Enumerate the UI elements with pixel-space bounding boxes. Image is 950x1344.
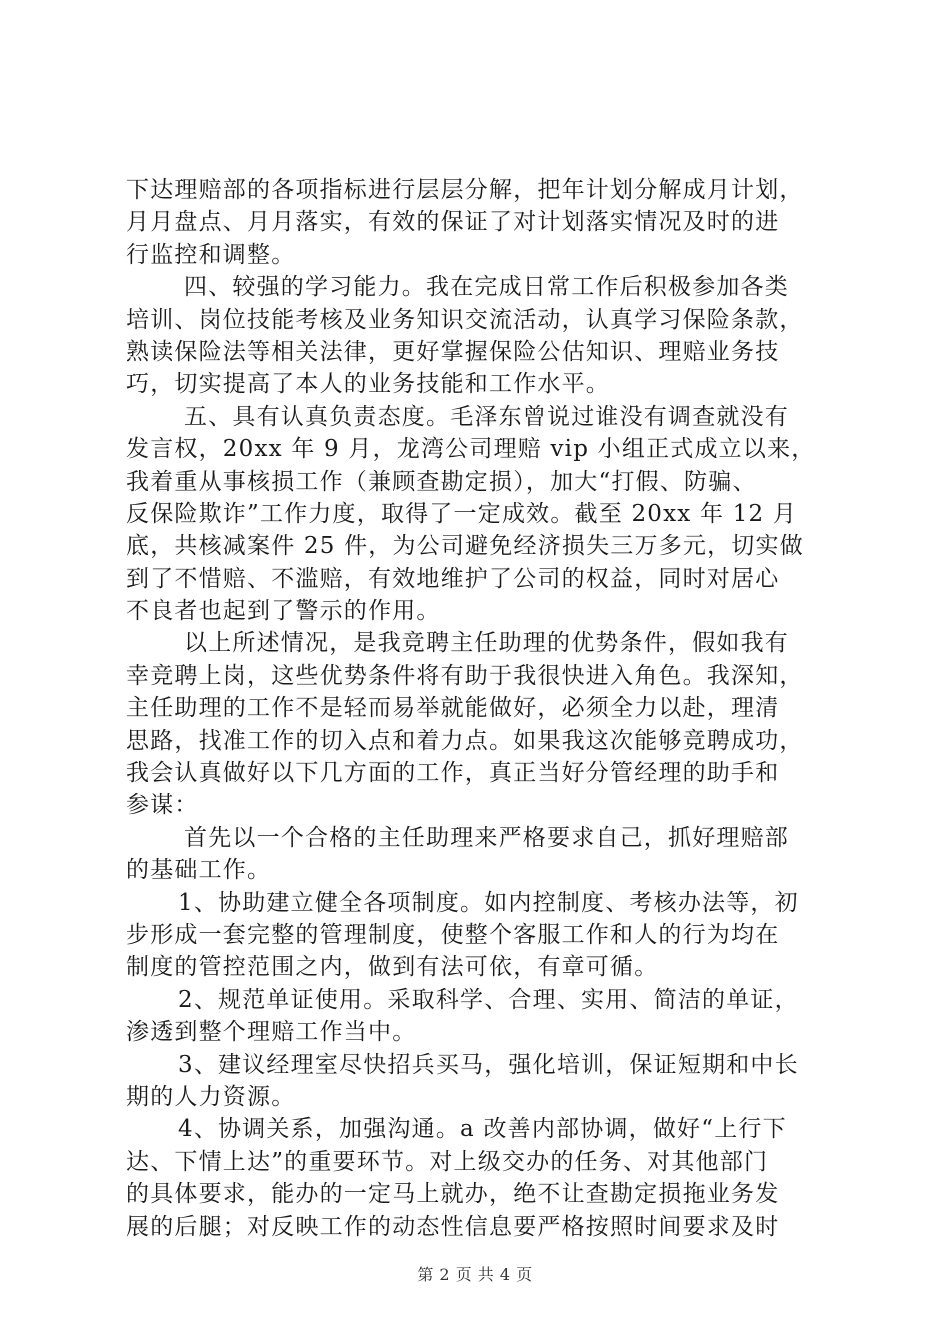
text-line: 步形成一套完整的管理制度，使整个客服工作和人的行为均在 xyxy=(126,921,780,948)
text-line: 首先以一个合格的主任助理来严格要求自己，抓好理赔部 xyxy=(184,824,789,851)
text-line: 参谋： xyxy=(126,792,199,819)
text-line: 四、较强的学习能力。我在完成日常工作后积极参加各类 xyxy=(184,274,789,301)
text-line: 下达理赔部的各项指标进行层层分解，把年计划分解成月计划， xyxy=(126,177,804,203)
text-line: 的具体要求，能办的一定马上就办，绝不让查勘定损拖业务发 xyxy=(126,1181,780,1208)
text-line: 期的人力资源。 xyxy=(126,1083,296,1110)
text-line: 我会认真做好以下几方面的工作，真正当好分管经理的助手和 xyxy=(126,760,780,787)
text-line: 月月盘点、月月落实，有效的保证了对计划落实情况及时的进 xyxy=(126,209,780,236)
text-line: 到了不惜赔、不滥赔，有效地维护了公司的权益，同时对居心 xyxy=(126,565,780,592)
text-line: 达、下情上达”的重要环节。对上级交办的任务、对其他部门 xyxy=(126,1148,769,1175)
text-line: 4、协调关系，加强沟通。a 改善内部协调，做好“上行下 xyxy=(178,1116,787,1143)
text-line: 反保险欺诈”工作力度，取得了一定成效。截至 20xx 年 12 月 xyxy=(126,500,798,527)
text-line: 行监控和调整。 xyxy=(126,241,296,268)
text-line: 幸竞聘上岗，这些优势条件将有助于我很快进入角色。我深知， xyxy=(126,662,804,689)
text-line: 我着重从事核损工作（兼顾查勘定损），加大“打假、防骗、 xyxy=(126,468,757,495)
text-line: 五、具有认真负责态度。毛泽东曾说过谁没有调查就没有 xyxy=(184,403,789,430)
text-line: 主任助理的工作不是轻而易举就能做好，必须全力以赴，理清 xyxy=(126,695,780,722)
text-line: 不良者也起到了警示的作用。 xyxy=(126,598,441,625)
text-line: 以上所述情况，是我竞聘主任助理的优势条件，假如我有 xyxy=(184,630,789,657)
text-line: 1、协助建立健全各项制度。如内控制度、考核办法等，初 xyxy=(178,889,799,916)
text-line: 3、建议经理室尽快招兵买马，强化培训，保证短期和中长 xyxy=(178,1051,799,1078)
text-line: 制度的管控范围之内，做到有法可依，有章可循。 xyxy=(126,954,659,981)
page-number-footer: 第 2 页 共 4 页 xyxy=(417,1265,533,1284)
text-line: 的基础工作。 xyxy=(126,857,272,884)
text-line: 熟读保险法等相关法律，更好掌握保险公估知识、理赔业务技 xyxy=(126,338,780,365)
document-body xyxy=(126,174,832,1243)
text-line: 思路，找准工作的切入点和着力点。如果我这次能够竞聘成功， xyxy=(126,727,804,754)
text-line: 培训、岗位技能考核及业务知识交流活动，认真学习保险条款， xyxy=(126,306,804,333)
text-line: 渗透到整个理赔工作当中。 xyxy=(126,1019,417,1046)
text-line: 发言权，20xx 年 9 月，龙湾公司理赔 vip 小组正式成立以来， xyxy=(126,436,816,463)
text-line: 巧，切实提高了本人的业务技能和工作水平。 xyxy=(126,371,610,398)
text-line: 展的后腿；对反映工作的动态性信息要严格按照时间要求及时 xyxy=(126,1213,780,1240)
text-line: 底，共核减案件 25 件，为公司避免经济损失三万多元，切实做 xyxy=(126,533,804,560)
text-line: 2、规范单证使用。采取科学、合理、实用、简洁的单证， xyxy=(178,986,799,1013)
